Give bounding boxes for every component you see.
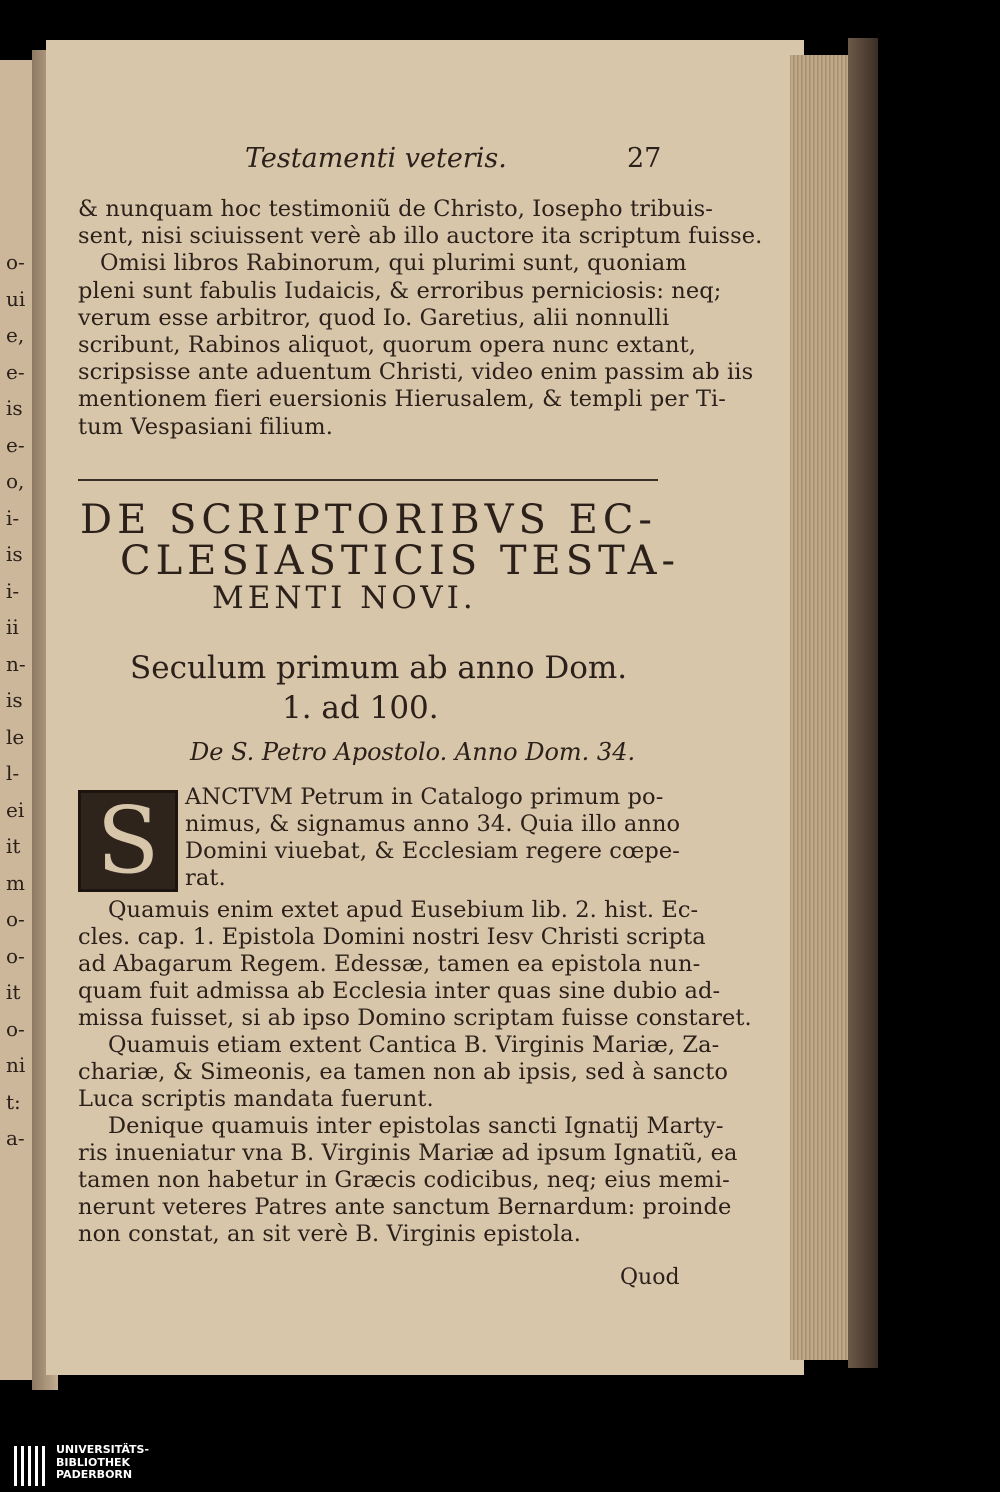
left-page-fragment: n- [6, 651, 26, 676]
left-page-fragment: it [6, 834, 21, 858]
left-page-fragment: it [6, 980, 21, 1004]
body-line-9: Denique quamuis inter epistolas sancti Ignatij Marty- [108, 1113, 724, 1139]
body-line-1: Quamuis enim extet apud Eusebium lib. 2. hist. Ec- [108, 897, 699, 923]
page-number: 27 [627, 143, 662, 174]
body-line-5: missa fuisset, si ab ipso Domino scriptam fuisse constaret. [78, 1005, 752, 1031]
text-line-8: mentionem fieri euersionis Hierusalem, & templi per Ti- [78, 386, 726, 413]
left-page-fragment: ii [6, 615, 19, 639]
section-heading: De S. Petro Apostolo. Anno Dom. 34. [190, 738, 636, 766]
seculum-line-1: Seculum primum ab anno Dom. [130, 650, 628, 686]
text-line-2: sent, nisi sciuissent verè ab illo auctore ita scriptum fuisse. [78, 223, 763, 250]
divider-rule [78, 479, 658, 481]
text-line-6: scribunt, Rabinos aliquot, quorum opera nunc extant, [78, 332, 696, 358]
text-line-1: & nunquam hoc testimoniũ de Christo, Iosepho tribuis- [78, 196, 713, 222]
catchword: Quod [620, 1265, 680, 1290]
left-page-fragment: o- [6, 1016, 25, 1041]
left-page-fragment: is [6, 542, 23, 566]
decorated-initial [78, 787, 178, 894]
title-line-1: DE SCRIPTORIBVS EC- [80, 497, 657, 543]
body-line-2: cles. cap. 1. Epistola Domini nostri Iesv Christi scripta [78, 924, 706, 950]
left-page-fragment: ei [6, 797, 25, 822]
left-page-fragment: o- [6, 943, 25, 968]
library-line-1: UNIVERSITÄTS- [56, 1443, 150, 1456]
library-name [56, 1444, 149, 1482]
left-page-fragment: e- [6, 432, 25, 457]
left-page-fragment: o, [6, 469, 25, 493]
library-line-3: PADERBORN [56, 1468, 133, 1481]
book-cover [848, 38, 878, 1368]
body-line-10: ris inueniatur vna B. Virginis Mariæ ad ipsum Ignatiũ, ea [78, 1140, 738, 1166]
initial-letter: S [96, 787, 160, 894]
left-page-fragment: i- [6, 505, 20, 530]
text-line-7: scripsisse ante aduentum Christi, video enim passim ab iis [78, 359, 754, 386]
text-line-3: Omisi libros Rabinorum, qui plurimi sunt, quoniam [100, 250, 687, 277]
left-page-fragment: e- [6, 359, 25, 384]
body-line-11: tamen non habetur in Græcis codicibus, neq; eius memi- [78, 1167, 730, 1193]
body-line-13: non constat, an sit verè B. Virginis epistola. [78, 1221, 581, 1247]
left-page-fragment: i- [6, 578, 20, 603]
seculum-line-2: 1. ad 100. [282, 690, 439, 726]
running-title: Testamenti veteris. [245, 143, 507, 174]
text-line-5: verum esse arbitror, quod Io. Garetius, alii nonnulli [78, 304, 670, 331]
left-page-fragment: is [6, 688, 23, 712]
title-line-3: MENTI NOVI. [212, 580, 477, 616]
body-line-4: quam fuit admissa ab Ecclesia inter quas sine dubio ad- [78, 978, 721, 1004]
body-line-3: ad Abagarum Regem. Edessæ, tamen ea epistola nun- [78, 951, 701, 977]
left-page-fragment: e, [6, 323, 25, 347]
left-page-fragment: t: [6, 1089, 21, 1114]
initial-line-2: nimus, & signamus anno 34. Quia illo anno [185, 811, 681, 837]
left-page-fragment: o- [6, 250, 25, 274]
body-line-8: Luca scriptis mandata fuerunt. [78, 1086, 434, 1112]
left-page-fragment: m [6, 870, 25, 895]
library-logo-icon [14, 1446, 48, 1486]
left-page-fragment: o- [6, 907, 25, 931]
initial-line-4: rat. [185, 865, 226, 891]
text-line-9: tum Vespasiani filium. [78, 413, 333, 440]
initial-line-1: ANCTVM Petrum in Catalogo primum po- [185, 784, 664, 810]
library-line-2: BIBLIOTHEK [56, 1455, 131, 1469]
left-page-fragment: le [6, 724, 25, 749]
body-line-6: Quamuis etiam extent Cantica B. Virginis Mariæ, Za- [108, 1032, 720, 1058]
page-edges [790, 55, 850, 1360]
body-line-12: nerunt veteres Patres ante sanctum Bernardum: proinde [78, 1194, 732, 1220]
left-page-fragment: is [6, 396, 23, 420]
left-page-fragment: a- [6, 1126, 25, 1150]
left-page-fragment: l- [6, 761, 20, 785]
title-line-2: CLESIASTICIS TESTA- [120, 538, 681, 584]
left-page-fragment: ni [6, 1053, 26, 1077]
initial-line-3: Domini viuebat, & Ecclesiam regere cœpe- [185, 838, 680, 864]
left-page-fragment: ui [6, 286, 26, 311]
footer-bar [0, 1440, 1000, 1492]
body-line-7: chariæ, & Simeonis, ea tamen non ab ipsis, sed à sancto [78, 1059, 729, 1085]
text-line-4: pleni sunt fabulis Iudaicis, & erroribus perniciosis: neq; [78, 277, 722, 304]
